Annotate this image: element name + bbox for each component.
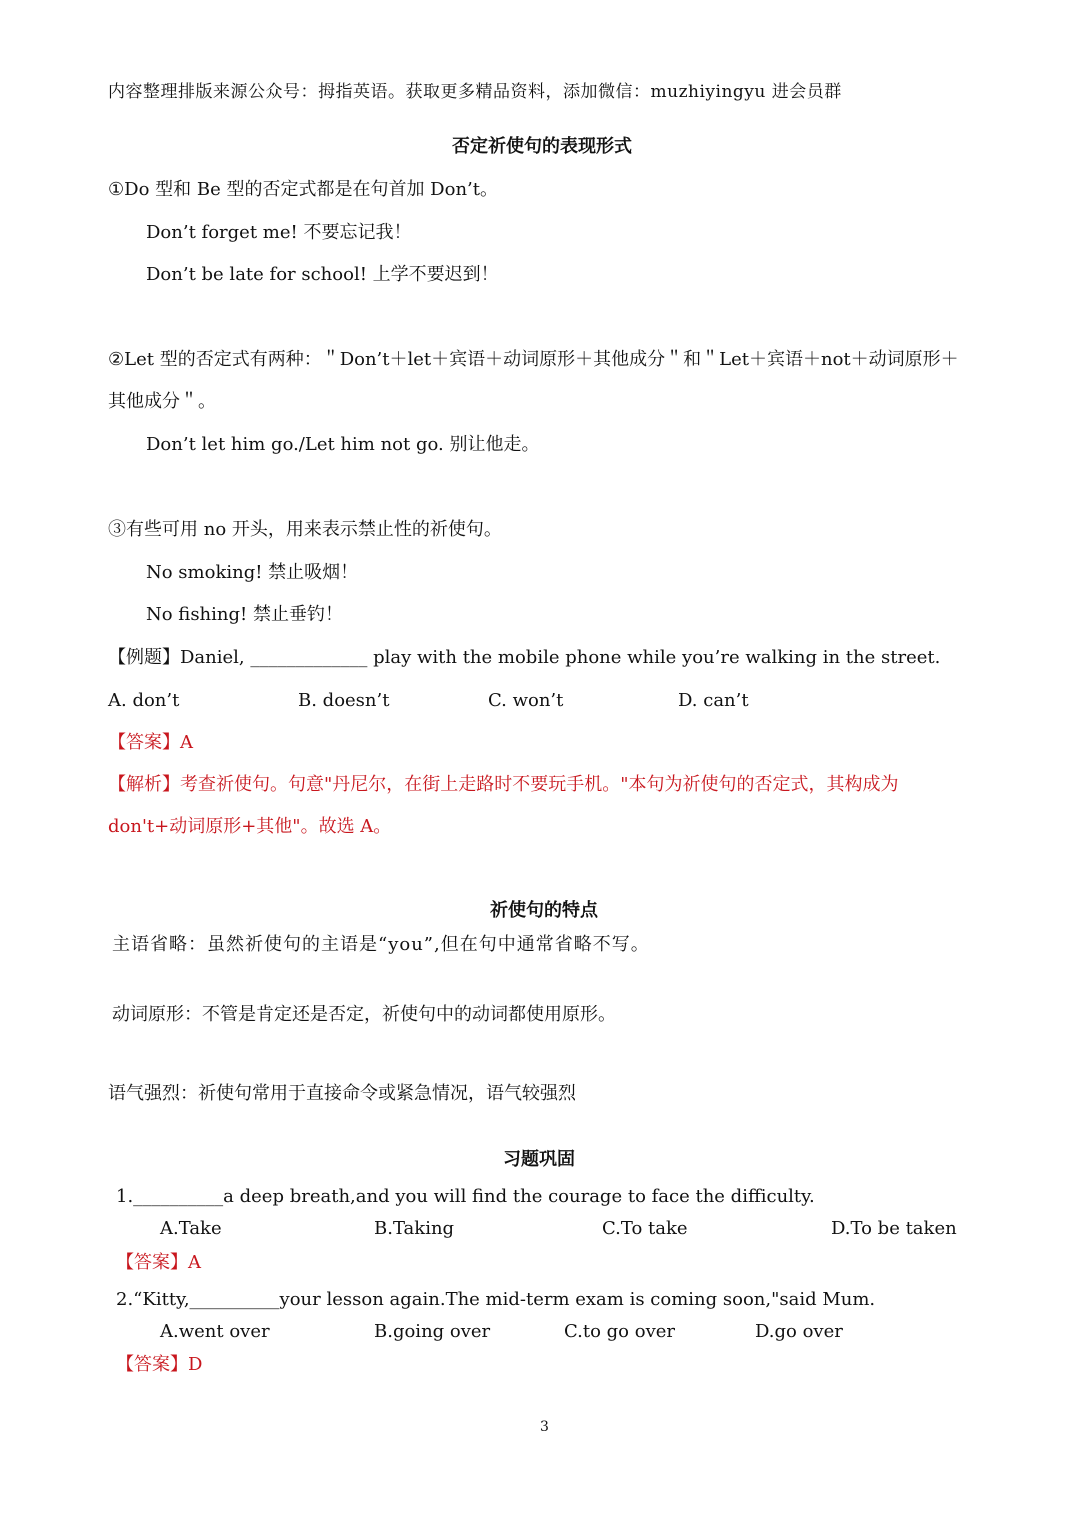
exercise-1-option-d: D.To be taken [831,1218,957,1239]
exercise-2-option-a: A.went over [160,1321,270,1342]
example-sentence-2: Don’t be late for school! 上学不要迟到！ [146,264,499,285]
section-title-exercises: 习题巩固 [503,1149,575,1170]
point-1: ①Do 型和 Be 型的否定式都是在句首加 Don’t。 [108,179,498,200]
example-option-b: B. doesn’t [298,690,390,711]
exercise-2-answer: 【答案】D [116,1354,203,1375]
exercise-1-option-a: A.Take [160,1218,222,1239]
example-sentence-4: No smoking! 禁止吸烟！ [146,562,359,583]
example-sentence-5: No fishing! 禁止垂钓！ [146,604,343,625]
exercise-2-option-d: D.go over [755,1321,843,1342]
point-3: ③有些可用 no 开头，用来表示禁止性的祈使句。 [108,519,502,540]
example-option-c: C. won’t [488,690,564,711]
point-2-line-2: 其他成分＂。 [108,391,216,412]
example-sentence-1: Don’t forget me! 不要忘记我！ [146,222,412,243]
header-note: 内容整理排版来源公众号：拇指英语。获取更多精品资料，添加微信：muzhiyingyu 进会员群 [108,82,842,102]
exercise-1-option-c: C.To take [602,1218,688,1239]
example-option-a: A. don’t [108,690,180,711]
exercise-1-answer: 【答案】A [116,1252,201,1273]
page-number: 3 [540,1419,549,1435]
exercise-2-option-c: C.to go over [564,1321,675,1342]
exercise-2-option-b: B.going over [374,1321,491,1342]
section-title-negative-imperative: 否定祈使句的表现形式 [452,136,632,157]
example-analysis-line-1: 【解析】考查祈使句。句意"丹尼尔，在街上走路时不要玩手机。"本句为祈使句的否定式，其构成为 [108,774,899,795]
exercise-1-question: 1.__________a deep breath,and you will find the courage to face the difficulty. [116,1186,815,1207]
example-sentence-3: Don’t let him go./Let him not go. 别让他走。 [146,434,540,455]
example-question: 【例题】Daniel, _____________ play with the mobile phone while you’re walking in the street. [108,647,941,668]
exercise-2-question: 2.“Kitty,__________your lesson again.The mid-term exam is coming soon,"said Mum. [116,1289,876,1310]
section-title-features: 祈使句的特点 [490,900,598,921]
feature-subject-omitted: 主语省略：虽然祈使句的主语是“you”,但在句中通常省略不写。 [112,934,650,955]
feature-strong-tone: 语气强烈：祈使句常用于直接命令或紧急情况，语气较强烈 [108,1083,576,1104]
point-2-line-1: ②Let 型的否定式有两种：＂Don’t＋let＋宾语＋动词原形＋其他成分＂和＂Let＋宾语＋not＋动词原形＋ [108,349,959,370]
feature-base-verb: 动词原形：不管是肯定还是否定，祈使句中的动词都使用原形。 [112,1004,616,1025]
example-answer: 【答案】A [108,732,193,753]
exercise-1-option-b: B.Taking [374,1218,455,1239]
example-analysis-line-2: don't+动词原形+其他"。故选 A。 [108,816,392,837]
example-option-d: D. can’t [678,690,749,711]
